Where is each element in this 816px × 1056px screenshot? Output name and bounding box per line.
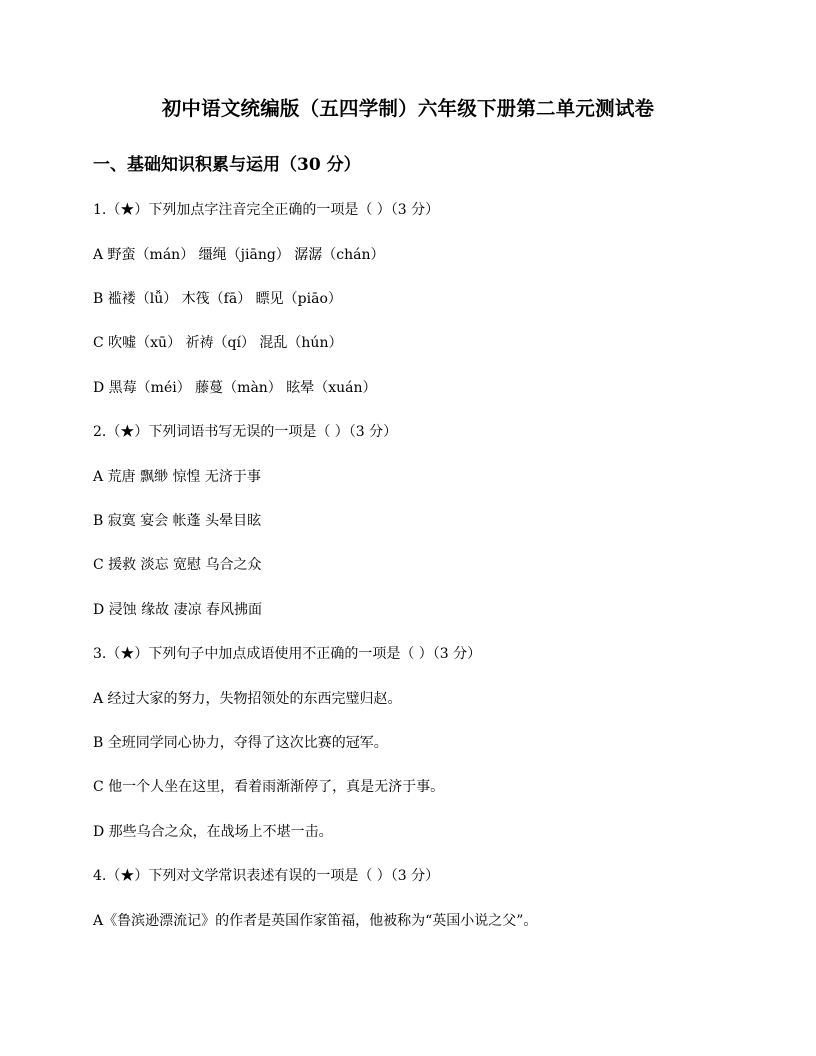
question-1-option-c: C 吹嘘（xū） 祈祷（qí） 混乱（hún） (93, 335, 343, 351)
question-2-option-a: A 荒唐 飘缈 惊惶 无济于事 (93, 469, 261, 485)
question-1-option-d: D 黑莓（méi） 藤蔓（màn） 眩晕（xuán） (93, 380, 377, 396)
question-3-option-c: C 他一个人坐在这里，看着雨渐渐停了，真是无济于事。 (93, 779, 445, 795)
question-3-option-b: B 全班同学同心协力，夺得了这次比赛的冠军。 (93, 735, 388, 751)
document-title: 初中语文统编版（五四学制）六年级下册第二单元测试卷 (161, 97, 655, 120)
question-4-stem: 4.（★）下列对文学常识表述有误的一项是（ ）（3 分） (93, 868, 440, 884)
question-3-option-a: A 经过大家的努力，失物招领处的东西完璧归赵。 (93, 691, 402, 707)
question-1-option-a: A 野蛮（mán） 缰绳（jiāng） 潺潺（chán） (93, 247, 385, 263)
question-2-stem: 2.（★）下列词语书写无误的一项是（ ）（3 分） (93, 424, 398, 440)
question-2-option-b: B 寂寞 宴会 帐蓬 头晕目眩 (93, 513, 262, 529)
question-1-option-b: B 褴褛（lǚ） 木筏（fā） 瞟见（piāo） (93, 291, 342, 307)
section-heading: 一、基础知识积累与运用（30 分） (93, 155, 361, 175)
question-3-option-d: D 那些乌合之众，在战场上不堪一击。 (93, 824, 333, 840)
question-3-stem: 3.（★）下列句子中加点成语使用不正确的一项是（ ）（3 分） (93, 646, 482, 662)
question-4-option-a: A《鲁滨逊漂流记》的作者是英国作家笛福，他被称为“英国小说之父”。 (93, 913, 538, 929)
question-1-stem: 1.（★）下列加点字注音完全正确的一项是（ ）（3 分） (93, 202, 440, 218)
question-2-option-d: D 浸蚀 缘故 凄凉 春风拂面 (93, 602, 263, 618)
question-2-option-c: C 援救 淡忘 宽慰 乌合之众 (93, 557, 262, 573)
